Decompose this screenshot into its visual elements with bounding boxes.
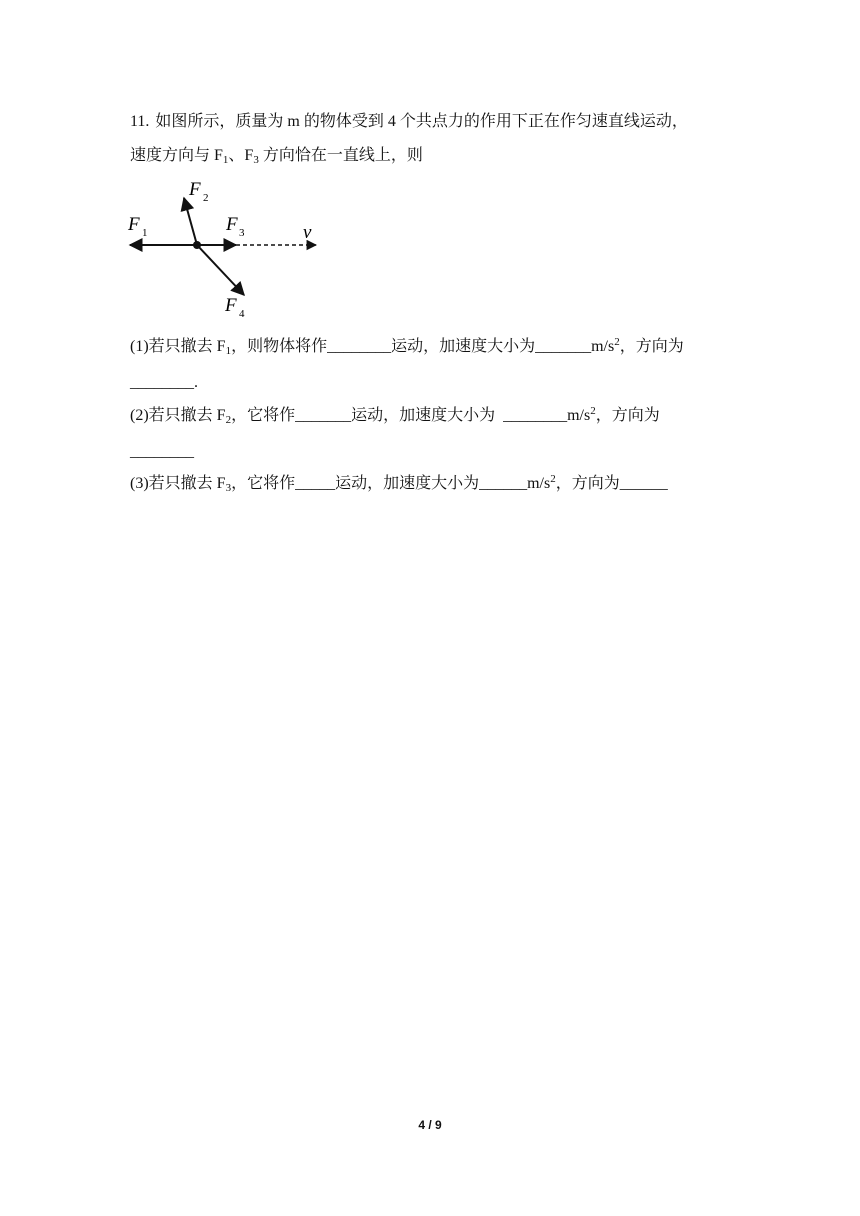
stem-text: 速度方向与 F [130,147,223,164]
f3-label: F [226,214,238,235]
f1-label-subscript: 1 [142,227,148,239]
subscript: 1 [225,345,232,357]
page-number: 4 / 9 [418,1118,442,1132]
superscript: 2 [590,405,596,417]
subscript: 2 [225,414,232,426]
sub-question-text: (1)若只撤去 F [130,338,226,355]
question-stem-text: 如图所示，质量为 m 的物体受到 4 个共点力的作用下正在作匀速直线运动， [155,113,688,130]
question-stem-line-2 [130,146,423,166]
answer-blank: ________. [130,374,198,391]
sub-question-text: ，它将作_____运动，加速度大小为______m/s [231,475,551,492]
stem-text: 方向恰在一直线上，则 [258,147,423,164]
subscript: 3 [253,154,259,166]
sub-question-2-continued [130,442,194,462]
sub-question-text: (3)若只撤去 F [130,475,226,492]
f1-label: F [128,214,140,235]
sub-question-text: ，方向为 [619,338,684,355]
sub-question-text: ，方向为 [595,407,660,424]
sub-question-text: ，方向为______ [555,475,668,492]
f2-label-subscript: 2 [203,192,209,204]
f4-force-arrow [197,245,244,295]
sub-question-text: ，则物体将作________运动，加速度大小为_______m/s [231,338,615,355]
question-stem-line-1 [130,112,688,132]
f2-label: F [189,179,201,200]
velocity-label: v [303,222,312,243]
f4-label: F [225,295,237,316]
sub-question-2 [130,406,660,426]
sub-question-1-continued [130,373,198,393]
f3-label-subscript: 3 [239,227,245,239]
answer-blank: ________ [130,443,194,460]
f4-label-subscript: 4 [239,308,245,320]
sub-question-3 [130,474,668,494]
subscript: 3 [225,482,232,494]
sub-question-text: ，它将作_______运动，加速度大小为 ________m/s [231,407,591,424]
mass-point [193,241,201,249]
question-number: 11. [130,113,150,130]
sub-question-text: (2)若只撤去 F [130,407,226,424]
sub-question-1 [130,337,684,357]
force-diagram [122,174,332,324]
superscript: 2 [614,336,620,348]
subscript: 1 [222,154,229,166]
stem-text: 、F [228,147,254,164]
superscript: 2 [550,473,556,485]
f2-force-arrow [184,198,197,245]
